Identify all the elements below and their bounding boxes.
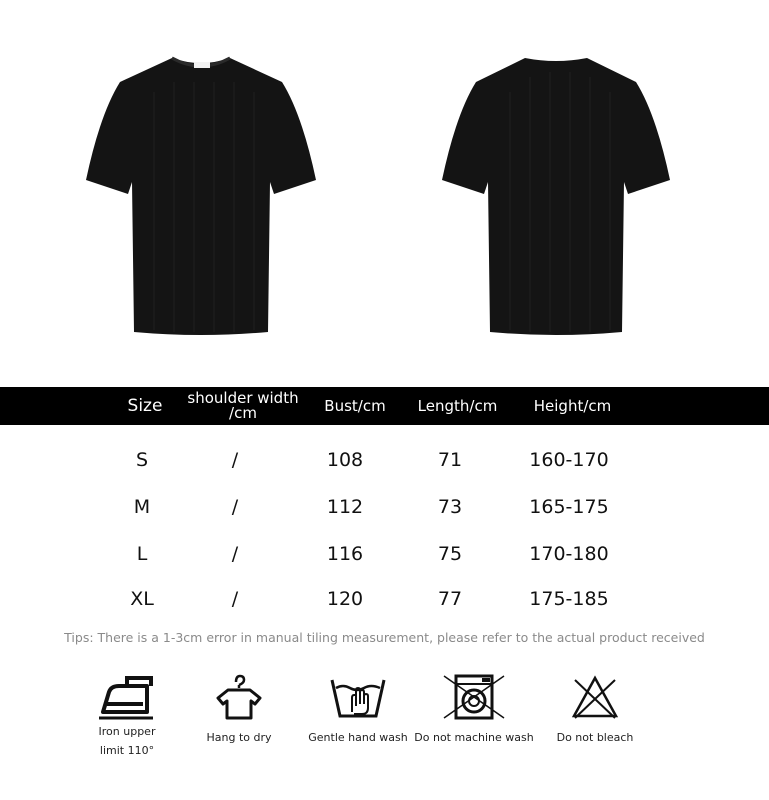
cell-size: S [135,449,149,471]
header-shoulder-line2: /cm [229,404,257,422]
header-shoulder-line1: shoulder width [187,389,299,407]
tshirt-back-image [440,52,672,337]
cell-size: M [133,496,151,518]
cell-bust: 112 [326,496,364,518]
hand-wash-label: Gentle hand wash [308,731,408,744]
cell-bust: 120 [326,588,364,610]
cell-length: 73 [437,496,463,518]
tshirt-front-image [84,52,318,337]
cell-shoulder: / [231,543,239,565]
header-shoulder-width [180,387,306,425]
cell-height: 170-180 [529,543,609,565]
header-length: Length/cm [417,397,498,415]
hang-label: Hang to dry [206,731,272,744]
cell-height: 165-175 [529,496,609,518]
cell-bust: 116 [326,543,364,565]
cell-height: 175-185 [529,588,609,610]
table-row [0,539,769,569]
iron-label-line1: Iron upper [98,725,156,738]
no-machine-wash-label: Do not machine wash [414,731,534,744]
measurement-tips: Tips: There is a 1-3cm error in manual tiling measurement, please refer to the actual product received [64,630,705,645]
size-table-header [0,387,769,425]
cell-length: 71 [437,449,463,471]
care-hang [174,672,304,747]
iron-label-line2: limit 110° [99,744,155,757]
cell-length: 77 [437,588,463,610]
no-bleach-icon [570,672,620,722]
care-no-bleach [530,672,660,747]
cell-height: 160-170 [529,449,609,471]
table-row [0,492,769,522]
care-iron [62,672,192,760]
table-row [0,445,769,475]
cell-shoulder: / [231,449,239,471]
cell-bust: 108 [326,449,364,471]
header-size: Size [127,396,163,416]
header-bust: Bust/cm [324,397,386,415]
hand-wash-icon [328,672,388,722]
header-height: Height/cm [533,397,612,415]
cell-size: XL [130,588,154,610]
no-machine-wash-icon [442,672,506,722]
cell-size: L [136,543,148,565]
cell-length: 75 [437,543,463,565]
cell-shoulder: / [231,588,239,610]
care-hand-wash [293,672,423,747]
iron-icon [97,672,157,722]
care-no-machine-wash [409,672,539,747]
no-bleach-label: Do not bleach [556,731,634,744]
table-row [0,584,769,614]
hang-dry-icon [214,672,264,722]
cell-shoulder: / [231,496,239,518]
